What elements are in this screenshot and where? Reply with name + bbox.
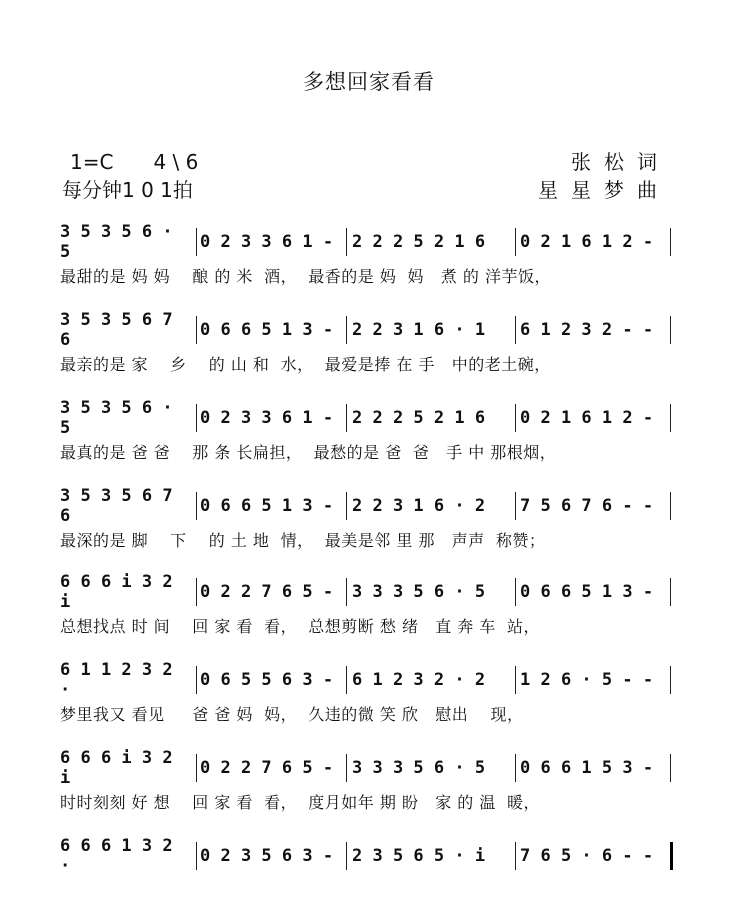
notation-row: [60, 486, 676, 526]
lyricist-credit: 张松词: [571, 150, 670, 174]
music-system: [60, 572, 676, 646]
notation-row: [60, 748, 676, 788]
barline: [196, 578, 197, 606]
measure: 3 3 3 5 6 · 5: [352, 582, 486, 602]
song-title: 多想回家看看: [303, 70, 435, 94]
lyric-line: 时时刻刻 好 想 回 家 看 看， 度月如年 期 盼 家 的 温 暖，: [60, 793, 541, 812]
measure: 0 6 6 1 5 3 -: [520, 758, 654, 778]
measure: 7 5 6 7 6 - -: [520, 496, 654, 516]
measure: 0 6 6 5 1 3 -: [520, 582, 654, 602]
lyric-line: 总想找点 时 间 回 家 看 看， 总想剪断 愁 绪 直 奔 车 站，: [60, 617, 541, 636]
measure: 1 2 6 · 5 - -: [520, 670, 654, 690]
barline: [670, 492, 671, 520]
barline: [346, 578, 347, 606]
measure: 6 6 6 i 3 2 i: [60, 572, 173, 612]
notation-row: [60, 572, 676, 612]
notation-row: [60, 836, 676, 876]
measure: 0 2 2 7 6 5 -: [200, 582, 334, 602]
measure: 3 5 3 5 6 7 6: [60, 310, 173, 350]
measure: 2 3 5 6 5 · i: [352, 846, 486, 866]
barline: [670, 316, 671, 344]
lyric-line: 最真的是 爸 爸 那 条 长扁担， 最愁的是 爸 爸 手 中 那根烟，: [60, 443, 557, 462]
barline: [196, 228, 197, 256]
barline: [515, 578, 516, 606]
barline: [515, 404, 516, 432]
barline: [346, 404, 347, 432]
measure: 6 1 1 2 3 2 ·: [60, 660, 173, 700]
measure: 6 6 6 i 3 2 i: [60, 748, 173, 788]
key-meter: 1=C 4 \ 6: [70, 150, 199, 174]
lyric-line: 最甜的是 妈 妈 酿 的 米 酒， 最香的是 妈 妈 煮 的 洋芋饭，: [60, 267, 551, 286]
barline: [196, 316, 197, 344]
measure: 3 5 3 5 6 7 6: [60, 486, 173, 526]
composer-credit: 星星梦曲: [538, 178, 670, 202]
barline: [196, 754, 197, 782]
barline: [515, 492, 516, 520]
lyric-line: 梦里我又 看见 爸 爸 妈 妈， 久违的微 笑 欣 慰出 现，: [60, 705, 524, 724]
music-system: [60, 398, 676, 472]
barline: [346, 316, 347, 344]
barline: [196, 404, 197, 432]
barline: [346, 228, 347, 256]
measure: 0 2 3 3 6 1 -: [200, 408, 334, 428]
barline: [515, 228, 516, 256]
music-system: [60, 836, 676, 910]
music-system: [60, 748, 676, 822]
barline: [670, 578, 671, 606]
measure: 2 2 3 1 6 · 1: [352, 320, 486, 340]
barline: [515, 842, 516, 870]
lyric-line: 最深的是 脚 下 的 土 地 情， 最美是邻 里 那 声声 称赞；: [60, 531, 546, 550]
notation-row: [60, 398, 676, 438]
barline: [196, 842, 197, 870]
measure: 2 2 3 1 6 · 2: [352, 496, 486, 516]
measure: 0 6 6 5 1 3 -: [200, 496, 334, 516]
measure: 0 2 3 3 6 1 -: [200, 232, 334, 252]
barline: [515, 666, 516, 694]
measure: 7 6 5 · 6 - -: [520, 846, 654, 866]
barline: [346, 666, 347, 694]
measure: 0 6 6 5 1 3 -: [200, 320, 334, 340]
measure: 0 2 3 5 6 3 -: [200, 846, 334, 866]
measure: 3 5 3 5 6 · 5: [60, 398, 173, 438]
measure: 2 2 2 5 2 1 6: [352, 232, 486, 252]
barline: [196, 492, 197, 520]
barline: [515, 316, 516, 344]
measure: 3 3 3 5 6 · 5: [352, 758, 486, 778]
measure: 2 2 2 5 2 1 6: [352, 408, 486, 428]
barline: [515, 754, 516, 782]
barline: [670, 842, 673, 870]
measure: 0 2 2 7 6 5 -: [200, 758, 334, 778]
barline: [346, 842, 347, 870]
music-system: [60, 310, 676, 384]
tempo-marking: 每分钟1 0 1拍: [62, 178, 193, 202]
barline: [346, 754, 347, 782]
barline: [670, 754, 671, 782]
measure: 0 2 1 6 1 2 -: [520, 232, 654, 252]
barline: [670, 666, 671, 694]
notation-row: [60, 660, 676, 700]
measure: 0 2 1 6 1 2 -: [520, 408, 654, 428]
measure: 0 6 5 5 6 3 -: [200, 670, 334, 690]
notation-row: [60, 222, 676, 262]
measure: 6 6 6 1 3 2 ·: [60, 836, 173, 876]
barline: [670, 404, 671, 432]
notation-row: [60, 310, 676, 350]
barline: [346, 492, 347, 520]
lyric-line: 最亲的是 家 乡 的 山 和 水， 最爱是捧 在 手 中的老土碗，: [60, 355, 551, 374]
music-system: [60, 660, 676, 734]
measure: 3 5 3 5 6 · 5: [60, 222, 173, 262]
measure: 6 1 2 3 2 - -: [520, 320, 654, 340]
music-system: [60, 486, 676, 560]
barline: [670, 228, 671, 256]
music-system: [60, 222, 676, 296]
barline: [196, 666, 197, 694]
measure: 6 1 2 3 2 · 2: [352, 670, 486, 690]
